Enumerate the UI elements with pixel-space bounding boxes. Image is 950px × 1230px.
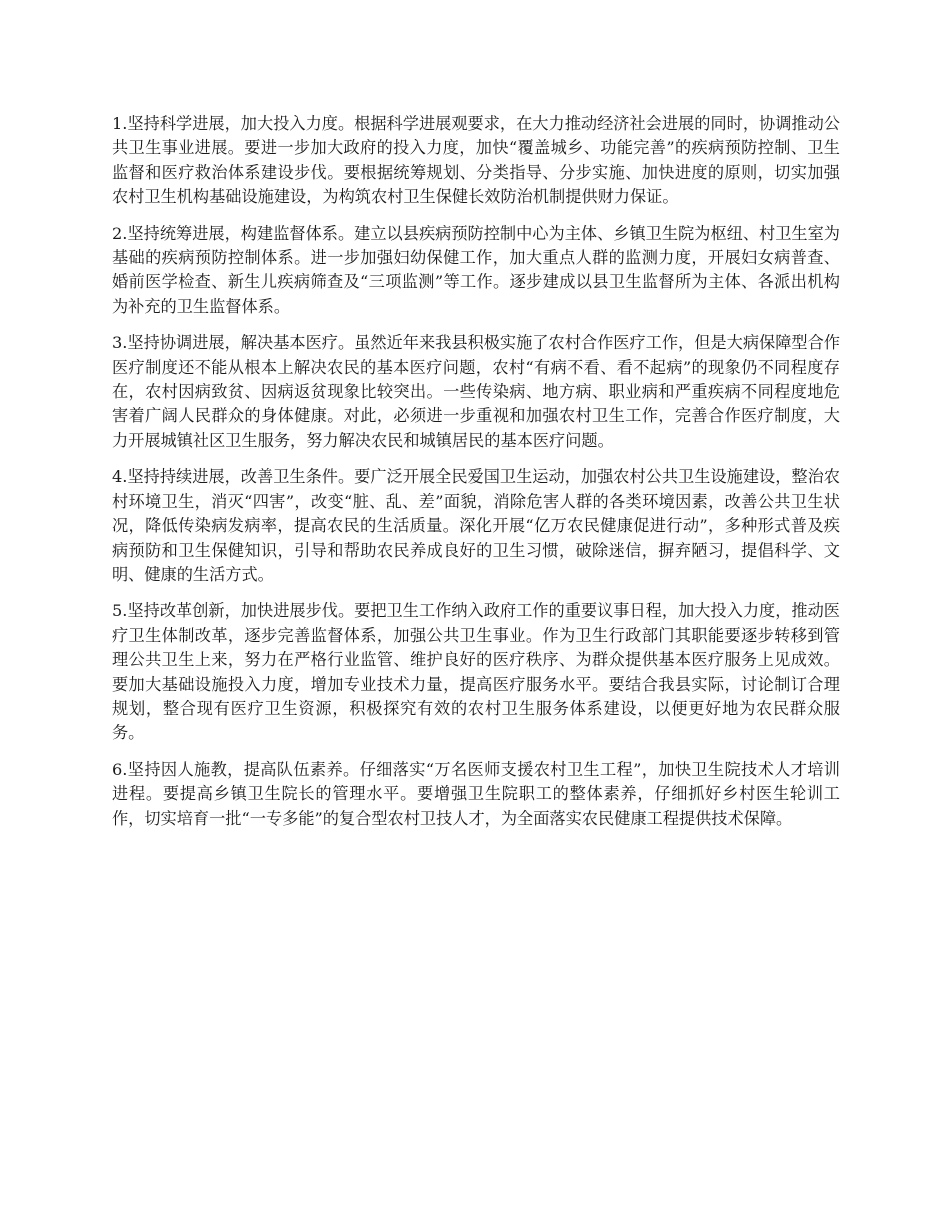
paragraph-4: 4.坚持持续进展，改善卫生条件。要广泛开展全民爱国卫生运动，加强农村公共卫生设施建设，整治农村环境卫生，消灭“四害”，改变“脏、乱、差”面貌，消除危害人群的各类环境因素，改善公共卫生状况，降低传染病发病率，提高农民的生活质量。深化开展“亿万农民健康促进行动”，多种形式普及疾病预防和卫生保健知识，引导和帮助农民养成良好的卫生习惯，破除迷信，摒弃陋习，提倡科学、文明、健康的生活方式。 [112, 467, 840, 584]
document-page [112, 112, 840, 843]
paragraph-1: 1.坚持科学进展，加大投入力度。根据科学进展观要求，在大力推动经济社会进展的同时，协调推动公共卫生事业进展。要进一步加大政府的投入力度，加快“覆盖城乡、功能完善”的疾病预防控制、卫生监督和医疗救治体系建设步伐。要根据统筹规划、分类指导、分步实施、加快进度的原则，切实加强农村卫生机构基础设施建设，为构筑农村卫生保健长效防治机制提供财力保证。 [112, 114, 840, 207]
paragraph-3: 3.坚持协调进展，解决基本医疗。虽然近年来我县积极实施了农村合作医疗工作，但是大病保障型合作医疗制度还不能从根本上解决农民的基本医疗问题，农村“有病不看、看不起病”的现象仍不同程度存在，农村因病致贫、因病返贫现象比较突出。一些传染病、地方病、职业病和严重疾病不同程度地危害着广阔人民群众的身体健康。对此，必须进一步重视和加强农村卫生工作，完善合作医疗制度，大力开展城镇社区卫生服务，努力解决农民和城镇居民的基本医疗问题。 [112, 333, 840, 450]
paragraph-2: 2.坚持统筹进展，构建监督体系。建立以县疾病预防控制中心为主体、乡镇卫生院为枢纽、村卫生室为基础的疾病预防控制体系。进一步加强妇幼保健工作，加大重点人群的监测力度，开展妇女病普查、婚前医学检查、新生儿疾病筛查及“三项监测”等工作。逐步建成以县卫生监督所为主体、各派出机构为补充的卫生监督体系。 [112, 223, 840, 316]
paragraph-6: 6.坚持因人施教，提高队伍素养。仔细落实“万名医师支援农村卫生工程”，加快卫生院技术人才培训进程。要提高乡镇卫生院长的管理水平。要增强卫生院职工的整体素养，仔细抓好乡村医生轮训工作，切实培育一批“一专多能”的复合型农村卫技人才，为全面落实农民健康工程提供技术保障。 [112, 759, 840, 828]
paragraph-5: 5.坚持改革创新，加快进展步伐。要把卫生工作纳入政府工作的重要议事日程，加大投入力度，推动医疗卫生体制改革，逐步完善监督体系，加强公共卫生事业。作为卫生行政部门其职能要逐步转移到管理公共卫生上来，努力在严格行业监管、维护良好的医疗秩序、为群众提供基本医疗服务上见成效。要加大基础设施投入力度，增加专业技术力量，提高医疗服务水平。要结合我县实际，讨论制订合理规划，整合现有医疗卫生资源，积极探究有效的农村卫生服务体系建设，以便更好地为农民群众服务。 [112, 601, 840, 743]
